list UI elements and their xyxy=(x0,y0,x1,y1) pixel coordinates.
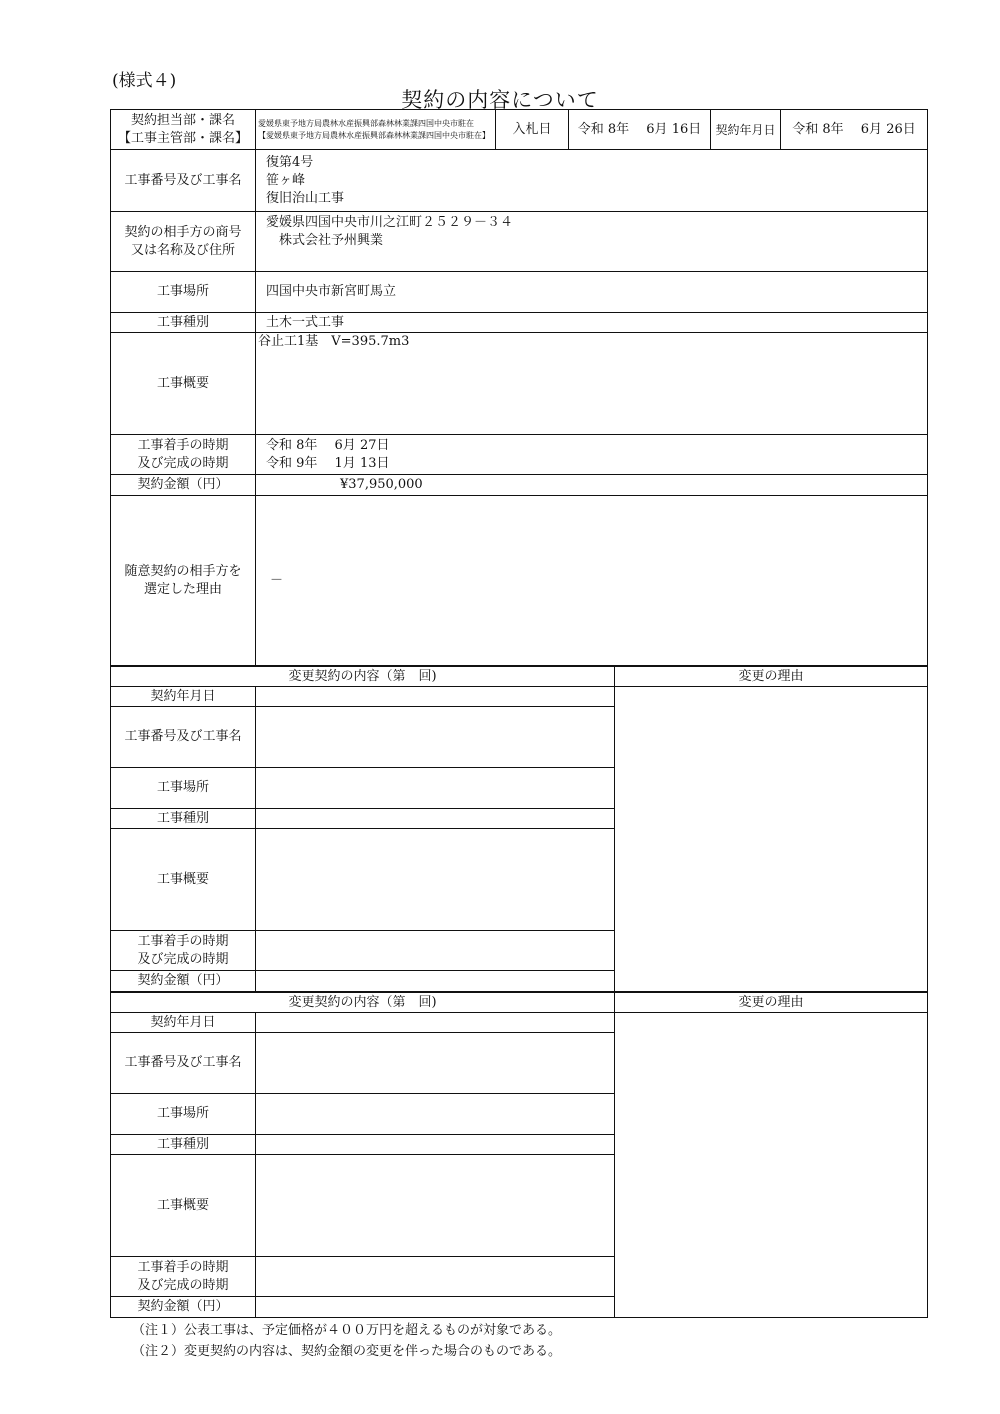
change-period-label: 工事着手の時期 及び完成の時期 xyxy=(111,931,256,971)
work-no-name-value: 復第4号 笹ヶ峰 復旧治山工事 xyxy=(256,150,928,212)
change-site-value xyxy=(256,768,615,809)
change-summary-label: 工事概要 xyxy=(111,1155,256,1257)
change-site-value xyxy=(256,1094,615,1135)
bid-date-value: 令和 8年 6月 16日 xyxy=(569,110,711,150)
work-no-name-label: 工事番号及び工事名 xyxy=(111,150,256,212)
change-reason-value xyxy=(615,1013,928,1318)
amount-value: ¥37,950,000 xyxy=(256,475,928,496)
change-header-right: 変更の理由 xyxy=(615,993,928,1013)
type-value: 土木一式工事 xyxy=(256,313,928,333)
contract-main-table xyxy=(110,109,928,666)
contract-date-label: 契約年月日 xyxy=(711,110,781,150)
reason-label: 随意契約の相手方を 選定した理由 xyxy=(111,496,256,666)
bid-date-label: 入札日 xyxy=(496,110,569,150)
document-title: 契約の内容について xyxy=(401,88,599,112)
summary-label: 工事概要 xyxy=(111,333,256,435)
change-amount-label: 契約金額（円） xyxy=(111,971,256,992)
change-type-label: 工事種別 xyxy=(111,809,256,829)
note-2: （注２）変更契約の内容は、契約金額の変更を伴った場合のものである。 xyxy=(132,1344,562,1359)
type-label: 工事種別 xyxy=(111,313,256,333)
change-amount-label: 契約金額（円） xyxy=(111,1297,256,1318)
counterparty-label: 契約の相手方の商号 又は名称及び住所 xyxy=(111,212,256,272)
dept-value-line2: 【愛媛県東予地方局農林水産振興部森林林業課四国中央市駐在】 xyxy=(258,130,490,140)
change-site-label: 工事場所 xyxy=(111,768,256,809)
change-summary-value xyxy=(256,829,615,931)
change-work-no-name-value xyxy=(256,707,615,768)
change-period-label: 工事着手の時期 及び完成の時期 xyxy=(111,1257,256,1297)
form-label: (様式４) xyxy=(112,71,177,91)
change-summary-value xyxy=(256,1155,615,1257)
change-amount-value xyxy=(256,1297,615,1318)
note-1: （注１）公表工事は、予定価格が４００万円を超えるものが対象である。 xyxy=(132,1323,562,1338)
change-contract-date-label: 契約年月日 xyxy=(111,1013,256,1033)
change-summary-label: 工事概要 xyxy=(111,829,256,931)
change-header-left: 変更契約の内容（第 回) xyxy=(111,993,615,1013)
site-label: 工事場所 xyxy=(111,272,256,313)
change-type-value xyxy=(256,1135,615,1155)
dept-value xyxy=(256,110,496,150)
change-header-right: 変更の理由 xyxy=(615,667,928,687)
counterparty-value: 愛媛県四国中央市川之江町２５２９－３４ 株式会社予州興業 xyxy=(256,212,928,272)
change-contract-date-value xyxy=(256,1013,615,1033)
change-work-no-name-value xyxy=(256,1033,615,1094)
change-site-label: 工事場所 xyxy=(111,1094,256,1135)
contract-form xyxy=(110,109,927,1318)
contract-date-value: 令和 8年 6月 26日 xyxy=(781,110,928,150)
change-contract-date-label: 契約年月日 xyxy=(111,687,256,707)
summary-value: 谷止工1基 V=395.7m3 xyxy=(256,333,928,435)
change-type-value xyxy=(256,809,615,829)
change-work-no-name-label: 工事番号及び工事名 xyxy=(111,707,256,768)
notes xyxy=(132,1320,561,1362)
change-contract-date-value xyxy=(256,687,615,707)
change-amount-value xyxy=(256,971,615,992)
dept-label: 契約担当部・課名 【工事主管部・課名】 xyxy=(111,110,256,150)
change-header-left: 変更契約の内容（第 回) xyxy=(111,667,615,687)
change-work-no-name-label: 工事番号及び工事名 xyxy=(111,1033,256,1094)
period-value: 令和 8年 6月 27日 令和 9年 1月 13日 xyxy=(256,435,928,475)
change-period-value xyxy=(256,931,615,971)
change-section-2 xyxy=(110,992,928,1318)
dept-value-line1: 愛媛県東予地方局農林水産振興部森林林業課四国中央市駐在 xyxy=(258,118,474,128)
amount-label: 契約金額（円） xyxy=(111,475,256,496)
change-type-label: 工事種別 xyxy=(111,1135,256,1155)
site-value: 四国中央市新宮町馬立 xyxy=(256,272,928,313)
change-reason-value xyxy=(615,687,928,992)
reason-value: － xyxy=(256,496,928,666)
change-section-1 xyxy=(110,666,928,992)
change-period-value xyxy=(256,1257,615,1297)
period-label: 工事着手の時期 及び完成の時期 xyxy=(111,435,256,475)
